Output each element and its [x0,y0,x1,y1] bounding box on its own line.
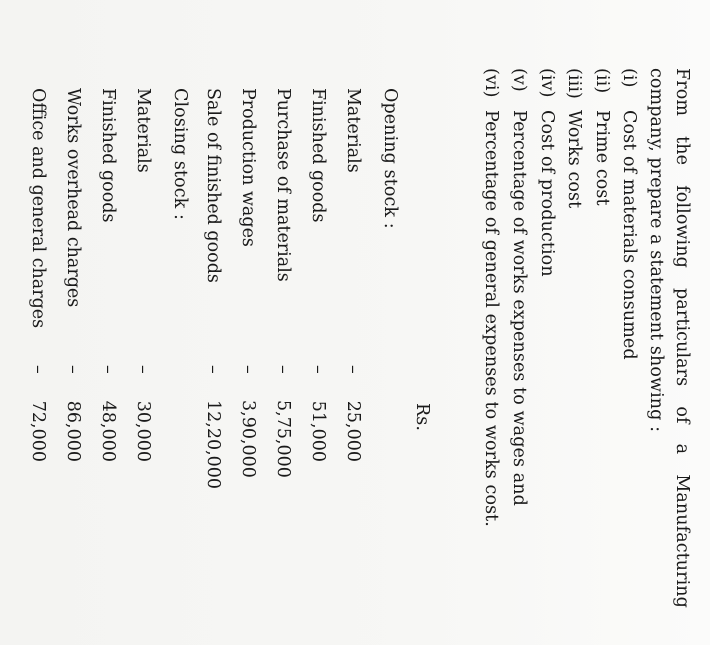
list-item [510,68,528,506]
row-dash: – [203,365,223,374]
row-value: 12,20,000 [203,400,223,490]
row-value: 30,000 [133,400,153,462]
row-dash: – [273,365,293,374]
row-value: 86,000 [63,400,83,462]
list-item-number: (i) [619,68,639,88]
row-dash: – [133,365,153,374]
row-dash: – [98,365,118,374]
row-label: Sale of finished goods [203,88,223,283]
table-row [203,0,223,645]
row-label: Finished goods [308,88,328,223]
row-value: 51,000 [308,400,328,462]
table-row [28,0,48,645]
row-label: Production wages [238,88,258,247]
opening-stock-heading: Opening stock : [380,88,400,229]
table-row [343,0,363,645]
list-item-number: (ii) [592,68,612,94]
list-item-number: (v) [509,68,529,92]
row-dash: – [63,365,83,374]
table-row [238,0,258,645]
intro-word: From [672,68,692,117]
row-label: Materials [133,88,153,173]
list-item-text: Cost of production [537,110,557,277]
list-item [593,68,611,206]
list-item-text: Cost of materials consumed [619,110,639,360]
intro-word: particulars [672,288,692,387]
list-item-number: (vi) [481,68,501,98]
table-row [63,0,83,645]
row-label: Office and general charges [28,88,48,329]
row-value: 25,000 [343,400,363,462]
list-item-text: Prime cost [592,110,612,206]
intro-line-2: company, prepare a statement showing : [646,68,666,433]
row-value: 48,000 [98,400,118,462]
list-item-text: Percentage of general expenses to works cost. [481,110,501,527]
list-item [482,68,500,527]
currency-header: Rs. [412,403,432,432]
intro-word: the [672,136,692,166]
row-dash: – [238,365,258,374]
intro-word: Manufacturing [672,474,692,608]
list-item [565,68,583,208]
table-row [98,0,118,645]
list-item-number: (iv) [537,68,557,98]
row-label: Works overhead charges [63,88,83,308]
closing-stock-heading: Closing stock : [170,88,190,221]
row-label: Materials [343,88,363,173]
list-item-text: Percentage of works expenses to wages and [509,110,529,506]
row-label: Finished goods [98,88,118,223]
row-dash: – [28,365,48,374]
table-row [273,0,293,645]
row-label: Purchase of materials [273,88,293,282]
list-item-text: Works cost [564,110,584,209]
table-row [308,0,328,645]
intro-word: a [672,443,692,455]
intro-word: of [672,406,692,424]
list-item [538,68,556,277]
row-value: 3,90,000 [238,400,258,478]
row-value: 72,000 [28,400,48,462]
list-item-number: (iii) [564,68,584,99]
intro-line-1 [673,68,691,608]
intro-word: following [672,185,692,268]
row-value: 5,75,000 [273,400,293,478]
row-dash: – [308,365,328,374]
table-row [133,0,153,645]
list-item [620,68,638,360]
row-dash: – [343,365,363,374]
